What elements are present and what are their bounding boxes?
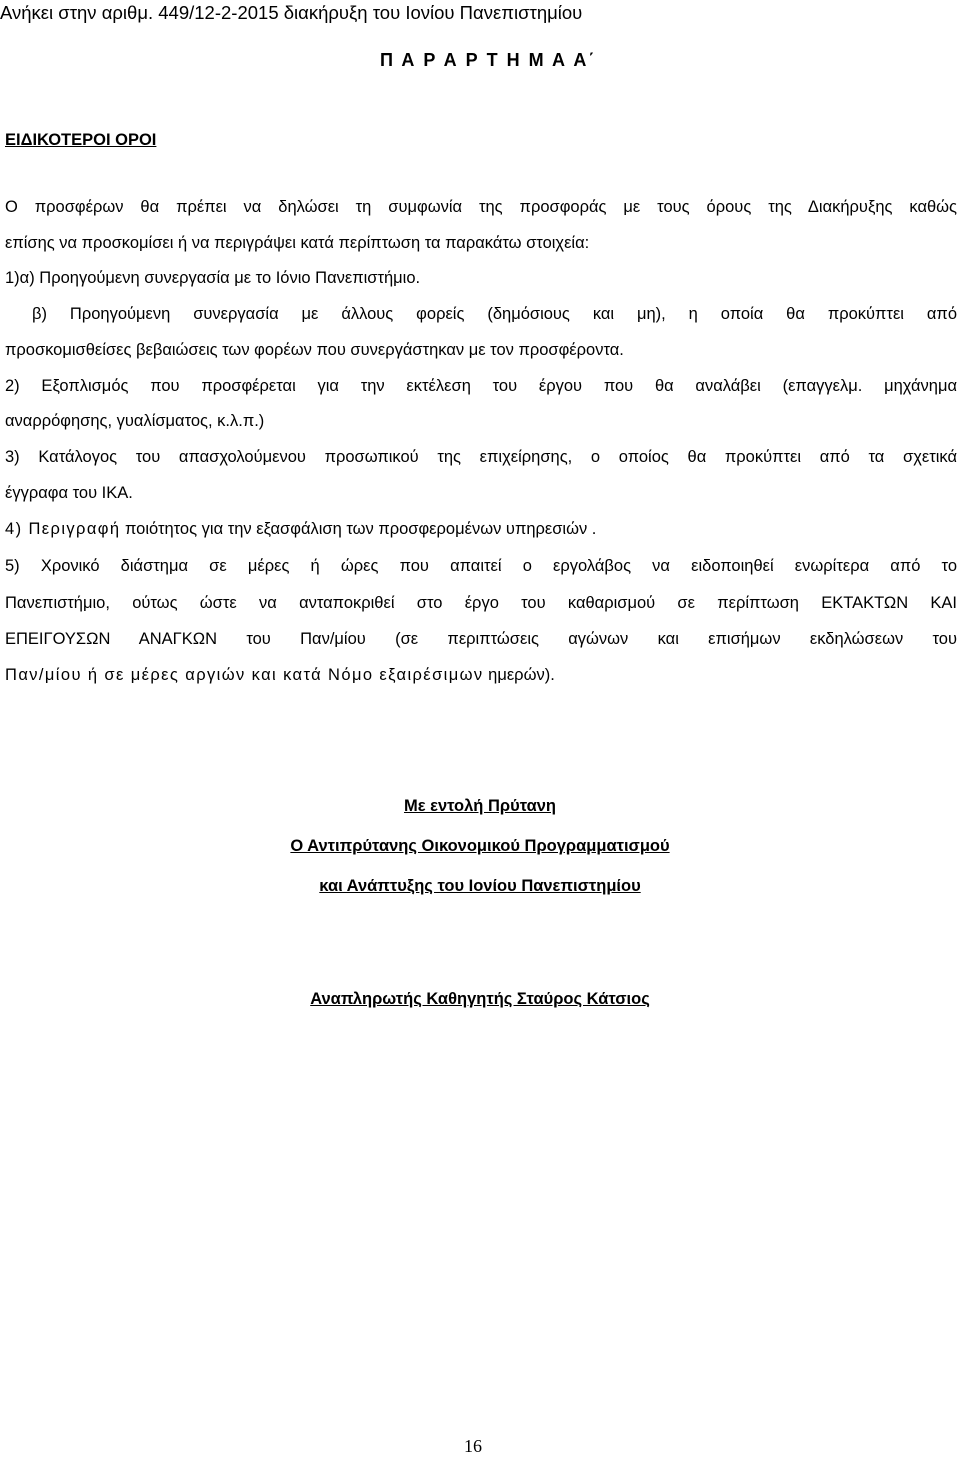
signature-title-line-1: Ο Αντιπρύτανης Οικονομικού Προγραμματισμού bbox=[290, 837, 670, 855]
item-2-line-1: 2) Εξοπλισμός που προσφέρεται για την εκτέλεση του έργου που θα αναλάβει (επαγγελμ. μηχάνημα bbox=[5, 377, 957, 395]
signature-authority: Με εντολή Πρύτανη bbox=[403, 797, 557, 815]
annex-title: Π Α Ρ Α Ρ Τ Η Μ Α Α΄ bbox=[380, 50, 597, 70]
item-5-line-1: 5) Χρονικό διάστημα σε μέρες ή ώρες που απαιτεί ο εργολάβος να ειδοποιηθεί ενωρίτερα από το bbox=[5, 557, 957, 575]
intro-line-1: Ο προσφέρων θα πρέπει να δηλώσει τη συμφωνία της προσφοράς με τους όρους της Διακήρυξης καθώς bbox=[5, 198, 957, 216]
item-5-line-4-rest: ημερών). bbox=[483, 666, 555, 684]
item-3-line-2: έγγραφα του ΙΚΑ. bbox=[5, 484, 133, 502]
page-number: 16 bbox=[464, 1436, 482, 1456]
item-2-line-2: αναρρόφησης, γυαλίσματος, κ.λ.π.) bbox=[5, 412, 265, 430]
item-5-line-3: ΕΠΕΙΓΟΥΣΩΝ ΑΝΑΓΚΩΝ του Παν/μίου (σε περιπτώσεις αγώνων και επισήμων εκδηλώσεων του bbox=[5, 630, 957, 648]
item-5-line-2: Πανεπιστήμιο, ούτως ώστε να ανταποκριθεί στο έργο του καθαρισμού σε περίπτωση ΕΚΤΑΚΤΩΝ ΚΑΙ bbox=[5, 594, 957, 612]
signature-title-line-2: και Ανάπτυξης του Ιονίου Πανεπιστημίου bbox=[319, 877, 641, 895]
section-title: ΕΙΔΙΚΟΤΕΡΟΙ ΟΡΟΙ bbox=[5, 131, 157, 149]
item-4-prefix: 4) Περιγραφή bbox=[5, 520, 121, 538]
item-1b-line-1: β) Προηγούμενη συνεργασία με άλλους φορείς (δημόσιους και μη), η οποία θα προκύπτει από bbox=[32, 305, 957, 323]
item-1a: 1)α) Προηγούμενη συνεργασία με το Ιόνιο Πανεπιστήμιο. bbox=[5, 269, 421, 287]
document-reference-header: Ανήκει στην αριθμ. 449/12-2-2015 διακήρυξη του Ιονίου Πανεπιστημίου bbox=[0, 2, 583, 23]
item-1b-line-2: προσκομισθείσες βεβαιώσεις των φορέων που συνεργάστηκαν με τον προσφέροντα. bbox=[5, 341, 624, 359]
intro-line-2: επίσης να προσκομίσει ή να περιγράψει κατά περίπτωση τα παρακάτω στοιχεία: bbox=[5, 234, 590, 252]
item-4-rest: ποιότητος για την εξασφάλιση των προσφερομένων υπηρεσιών . bbox=[120, 520, 597, 538]
item-3-line-1: 3) Κατάλογος του απασχολούμενου προσωπικού της επιχείρησης, ο οποίος θα προκύπτει από τα σχετικά bbox=[5, 448, 957, 466]
item-4 bbox=[5, 518, 596, 540]
item-5-line-4-spaced: Παν/μίου ή σε μέρες αργιών και κατά Νόμο εξαιρέσιμων bbox=[5, 666, 484, 684]
signatory-name: Αναπληρωτής Καθηγητής Σταύρος Κάτσιος bbox=[310, 990, 650, 1008]
item-5-line-4 bbox=[5, 664, 555, 686]
